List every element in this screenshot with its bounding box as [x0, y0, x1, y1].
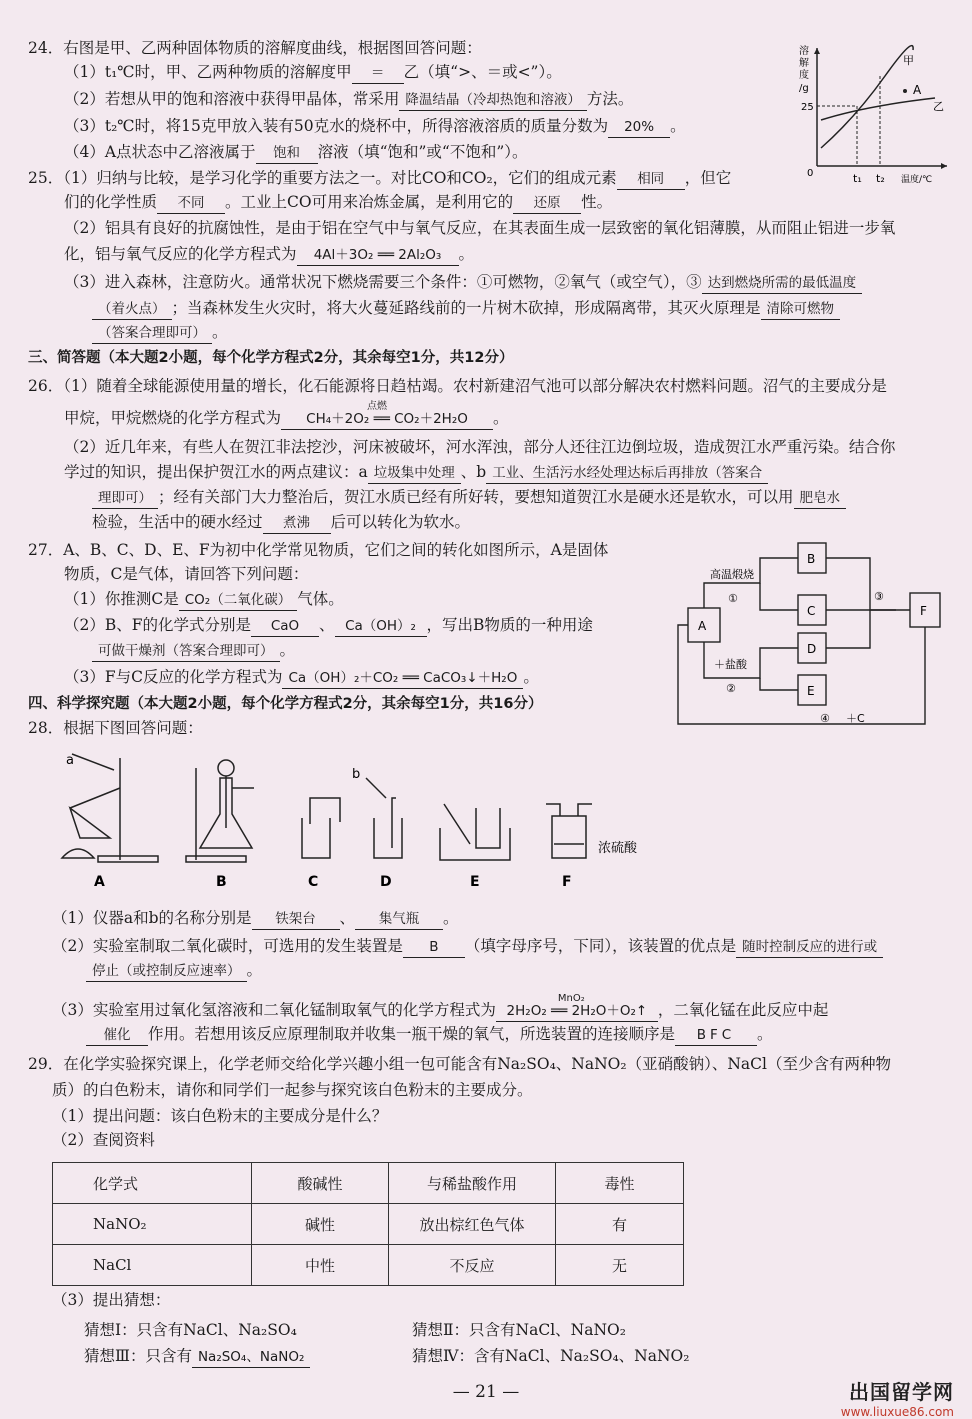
q29-step3: （3）提出猜想： — [52, 1291, 171, 1309]
y-title-3: 度 — [799, 70, 809, 81]
y-title-4: /g — [799, 83, 809, 94]
y-title-1: 溶 — [799, 46, 809, 57]
table-cell: 无 — [556, 1245, 684, 1286]
q26-part1-line2 — [64, 401, 509, 430]
q24-part4 — [64, 142, 528, 164]
q28-stem: 28．根据下图回答问题： — [28, 719, 203, 737]
q26-part2-line4 — [92, 512, 470, 534]
q26-p2-answer-d: 煮沸 — [263, 513, 331, 534]
q26-p2-post: 后可以转化为软水。 — [330, 513, 471, 531]
q26-p2-l4-text: 检验，生活中的硬水经过 — [92, 513, 263, 531]
q24-part3 — [64, 116, 686, 138]
guess-3 — [84, 1346, 310, 1368]
q26-part2-line3 — [92, 487, 846, 509]
q25-p3-answer: 达到燃烧所需的最低温度 — [702, 273, 863, 294]
test-tube-a — [70, 788, 120, 838]
q28-p2-answer2: 随时控制反应的进行或 — [736, 937, 883, 958]
q24-part1 — [64, 62, 562, 84]
node-c-label: C — [807, 604, 816, 618]
pointer-b — [366, 778, 386, 798]
stand-base-a — [98, 856, 158, 862]
q28-part3-line2 — [86, 1024, 773, 1046]
q26-p2-mid2: ；经有关部门大力整治后，贺江水质已经有所好转，要想知道贺江水是硬水还是软水，可以用 — [158, 488, 794, 506]
q26-p1-text: 甲烷，甲烷燃烧的化学方程式为 — [64, 409, 282, 427]
q28-p3-mid: 作用。若想用该反应原理制取并收集一瓶干燥的氧气，所选装置的连接顺序是 — [148, 1025, 676, 1043]
q28-p2-mid: （填字母序号，下同），该装置的优点是 — [464, 937, 737, 955]
q25-p1-l2-text: 们的化学性质 — [64, 193, 158, 211]
x-title: 温度/℃ — [901, 175, 933, 185]
q24-stem: 24．右图是甲、乙两种固体物质的溶解度曲线，根据图回答问题： — [28, 39, 482, 57]
table-header: 与稀盐酸作用 — [389, 1163, 556, 1204]
node-b-label: B — [807, 552, 816, 566]
y-axis-arrow — [814, 48, 820, 54]
q24-p4-post: 溶液（填“饱和”或“不饱和”）。 — [317, 143, 528, 161]
table-header: 毒性 — [556, 1163, 684, 1204]
watermark-url: www.liuxue86.com — [840, 1405, 954, 1419]
q27-p2-text: （2）B、F的化学式分别是 — [64, 616, 252, 634]
section-4-heading: 四、科学探究题（本大题2小题，每个化学方程式2分，其余每空1分，共16分） — [28, 696, 543, 712]
q25-part1-line2 — [64, 192, 612, 214]
q27-part3 — [64, 667, 539, 689]
q28-p3-text: （3）实验室用过氧化氢溶液和二氧化锰制取氧气的化学方程式为 — [52, 1001, 496, 1019]
q28-p1-sep: 、 — [339, 909, 356, 927]
curve-yi-label: 乙 — [933, 100, 944, 113]
q25-p3-mid: ；当森林发生火灾时，将大火蔓延路线前的一片树木砍掉，形成隔离带，其灭火原理是 — [171, 299, 761, 317]
q27-part2-line2 — [92, 640, 295, 662]
q27-stem-line1: 27．A、B、C、D、E、F为初中化学常见物质，它们之间的转化如图所示，A是固体 — [28, 541, 609, 559]
table-header: 酸碱性 — [252, 1163, 389, 1204]
bottle-d — [374, 818, 402, 858]
q24-p3-post: 。 — [670, 117, 686, 135]
label-step-1: ① — [728, 592, 738, 605]
label-step-4: ④ — [820, 712, 830, 725]
x-tick-t2: t₂ — [876, 172, 885, 185]
q29-step1: （1）提出问题：该白色粉末的主要成分是什么？ — [52, 1107, 388, 1125]
q25-p1-l2-mid: 。工业上CO可用来冶炼金属，是利用它的 — [225, 193, 514, 211]
table-cell: 不反应 — [389, 1245, 556, 1286]
origin-label: 0 — [807, 168, 814, 179]
label-app-f: F — [562, 874, 572, 890]
q29-stem-line2: 质）的白色粉末，请你和同学们一起参与探究该白色粉末的主要成分。 — [52, 1081, 533, 1099]
q26-p2-answer-b-cont: 理即可） — [92, 488, 158, 509]
apparatus-figure — [40, 748, 680, 894]
table-row — [53, 1245, 684, 1286]
q27-p3-text: （3）F与C反应的化学方程式为 — [64, 668, 283, 686]
table-cell: NaNO₂ — [53, 1204, 252, 1245]
q25-part1-line1 — [28, 168, 731, 190]
q28-part2-line2 — [86, 960, 262, 982]
q24-p2-post: 方法。 — [586, 90, 634, 108]
label-b-instrument: b — [352, 767, 361, 782]
y-tick-25: 25 — [801, 102, 814, 113]
q25-p1-answer: 相同 — [617, 169, 685, 190]
q27-p1-post: 气体。 — [297, 590, 344, 608]
q26-part2-line1: （2）近几年来，有些人在贺江非法挖沙，河床被破坏，河水浑浊，部分人还往江边倒垃圾，造成贺江水严重污染。结合你 — [64, 438, 896, 456]
table-cell: 碱性 — [252, 1204, 389, 1245]
label-app-d: D — [380, 874, 392, 890]
page-number: — 21 — — [452, 1382, 520, 1402]
q28-p3-answer-role: 催化 — [86, 1025, 148, 1046]
q26-p2-answer-a: 垃圾集中处理 — [368, 463, 461, 484]
q25-part3-line2 — [92, 298, 840, 320]
point-a — [903, 89, 907, 93]
table-cell: 中性 — [252, 1245, 389, 1286]
curve-jia — [821, 46, 913, 148]
label-app-b: B — [216, 874, 227, 890]
q25-p1-answer3: 还原 — [513, 193, 581, 214]
q25-p1-text: 25．（1）归纳与比较，是学习化学的重要方法之一。对比CO和CO₂，它们的组成元素 — [28, 169, 617, 187]
q29-stem-line1: 29．在化学实验探究课上，化学老师交给化学兴趣小组一包可能含有Na₂SO₄、NaNO₂（亚硝酸钠）、NaCl（至少含有两种物 — [28, 1055, 891, 1073]
q25-part3-line1 — [64, 272, 862, 294]
q25-p3-post: 。 — [212, 323, 228, 341]
label-step-2: ② — [726, 682, 736, 695]
q27-p2-answer-f: Ca（OH）₂ — [335, 616, 427, 637]
q27-p2-post: ，写出B物质的一种用途 — [426, 616, 593, 634]
label-a-instrument: a — [66, 753, 74, 768]
q28-part3 — [52, 993, 829, 1022]
q27-p1-answer: CO₂（二氧化碳） — [179, 590, 297, 611]
tube-d — [392, 798, 396, 848]
arrow-a-e — [760, 678, 798, 690]
point-a-label: A — [913, 83, 922, 97]
q24-p1-answer: ＝ — [352, 63, 404, 84]
label-step-3: ③ — [874, 590, 884, 603]
q28-p1-answer-b: 集气瓶 — [355, 909, 443, 930]
lamp-a — [62, 849, 94, 858]
q24-p4-answer: 饱和 — [256, 143, 318, 164]
label-app-c: C — [308, 874, 319, 890]
x-tick-t1: t₁ — [853, 172, 862, 185]
funnel-b — [218, 760, 234, 776]
q28-p1-post: 。 — [443, 909, 459, 927]
q28-p3-answer — [496, 993, 658, 1022]
q28-p1-answer-a: 铁架台 — [252, 909, 340, 930]
tube-e — [444, 804, 470, 844]
arrow-a-b — [704, 558, 798, 608]
q25-p3-text: （3）进入森林，注意防火。通常状况下燃烧需要三个条件：①可燃物，②氧气（或空气），③ — [64, 273, 702, 291]
table-header-row — [53, 1163, 684, 1204]
node-a-label: A — [698, 619, 707, 633]
q25-p1-post: ，但它 — [684, 169, 732, 187]
q25-part2-line1: （2）铝具有良好的抗腐蚀性，是由于铝在空气中与氧气反应，在其表面生成一层致密的氧化铝薄膜，从而阻止铝进一步氧 — [64, 219, 896, 237]
table-cell: 有 — [556, 1204, 684, 1245]
q24-p3-text: （3）t₂℃时，将15克甲放入装有50克水的烧杯中，所得溶液溶质的质量分数为 — [64, 117, 609, 135]
q25-p3-answer2-cont: （答案合理即可） — [92, 323, 212, 344]
node-d-label: D — [807, 642, 817, 656]
table-row — [53, 1204, 684, 1245]
arrow-b-f — [826, 558, 910, 610]
guess-4: 猜想Ⅳ：含有NaCl、Na₂SO₄、NaNO₂ — [412, 1347, 690, 1365]
q28-p3-equation: 2H₂O₂ ══ 2H₂O＋O₂↑ — [506, 1003, 648, 1019]
arrow-d-link — [826, 610, 870, 648]
q27-part1 — [64, 589, 344, 611]
curve-jia-label: 甲 — [903, 54, 914, 67]
q28-p2-text: （2）实验室制取二氧化碳时，可选用的发生装置是 — [52, 937, 403, 955]
table-header: 化学式 — [53, 1163, 252, 1204]
watermark-title: 出国留学网 — [849, 1380, 954, 1404]
solubility-graph — [795, 36, 955, 188]
q28-p2-l2-post: 。 — [246, 961, 263, 979]
q26-p2-answer-b: 工业、生活污水经处理达标后再排放（答案合 — [486, 463, 768, 484]
q27-stem-line2: 物质，C是气体，请回答下列问题： — [64, 565, 309, 583]
x-axis-arrow — [941, 163, 947, 169]
q25-p2-post: 。 — [458, 245, 475, 263]
guess-2: 猜想Ⅱ：只含有NaCl、NaNO₂ — [412, 1321, 626, 1339]
q24-p1-post: 乙（填“>、＝或<”）。 — [403, 63, 562, 81]
q25-p1-answer2: 不同 — [157, 193, 225, 214]
q25-p3-answer-cont: （着火点） — [92, 299, 172, 320]
guess-1: 猜想Ⅰ：只含有NaCl、Na₂SO₄ — [84, 1321, 297, 1339]
q24-p1-text: （1）t₁℃时，甲、乙两种物质的溶解度甲 — [64, 63, 352, 81]
node-e-label: E — [807, 684, 815, 698]
bottle-f — [552, 816, 586, 858]
q29-step2: （2）查阅资料 — [52, 1131, 155, 1149]
q26-part1-line1: 26．（1）随着全球能源使用量的增长，化石能源将日趋枯竭。农村新建沼气池可以部分解决农村燃料问题。沼气的主要成分是 — [28, 377, 887, 395]
q26-part2-line2 — [64, 462, 768, 484]
q24-p3-answer: 20% — [608, 117, 670, 138]
label-acid: ＋盐酸 — [714, 658, 747, 671]
q28-part1 — [52, 908, 459, 930]
y-title-2: 解 — [799, 58, 809, 69]
q27-p2-l2-post: 。 — [279, 641, 296, 659]
label-app-e: E — [470, 874, 480, 890]
q27-p3-post: 。 — [523, 668, 539, 686]
q24-p4-text: （4）A点状态中乙溶液属于 — [64, 143, 256, 161]
q28-p1-text: （1）仪器a和b的名称分别是 — [52, 909, 252, 927]
q26-p1-condition: 点燃 — [367, 401, 388, 412]
q25-p2-text: 化，铝与氧气反应的化学方程式为 — [64, 245, 297, 263]
q25-p3-answer2: 清除可燃物 — [761, 299, 841, 320]
q26-p2-text: 学过的知识，提出保护贺江水的两点建议：a — [64, 463, 368, 481]
label-high-temp: 高温煅烧 — [710, 568, 754, 581]
node-f-label: F — [920, 604, 927, 618]
q28-part2 — [52, 936, 883, 958]
curve-yi — [821, 98, 935, 120]
q27-p2-answer-use: 可做干燥剂（答案合理即可） — [92, 641, 280, 662]
bottle-e — [476, 808, 500, 848]
q25-p2-answer: 4Al＋3O₂ ══ 2Al₂O₃ — [297, 245, 459, 266]
tube-c — [310, 798, 340, 824]
q28-p3-post: ，二氧化锰在此反应中起 — [657, 1001, 829, 1019]
section-3-heading: 三、简答题（本大题2小题，每个化学方程式2分，其余每空1分，共12分） — [28, 350, 514, 366]
conversion-diagram — [670, 538, 950, 734]
label-plus-c: ＋C — [846, 712, 865, 725]
q28-p3-answer-order: BFC — [675, 1025, 757, 1046]
q27-part2 — [64, 615, 593, 637]
q24-p2-answer: 降温结晶（冷却热饱和溶液） — [399, 90, 587, 111]
q28-p2-answer: B — [403, 937, 465, 958]
q28-p3-l2-post: 。 — [757, 1025, 773, 1043]
q27-p1-text: （1）你推测C是 — [64, 590, 179, 608]
q24-part2 — [64, 89, 633, 111]
stand-base-b — [186, 856, 246, 862]
q27-p3-answer: Ca（OH）₂＋CO₂ ══ CaCO₃↓＋H₂O — [282, 668, 523, 689]
q26-p2-answer-c: 肥皂水 — [794, 488, 847, 509]
q25-p1-l2-post: 性。 — [581, 193, 613, 211]
q27-p2-sep: 、 — [319, 616, 335, 634]
q24-p2-text: （2）若想从甲的饱和溶液中获得甲晶体，常采用 — [64, 90, 400, 108]
reference-table — [52, 1162, 684, 1286]
q25-part3-line3 — [92, 322, 228, 344]
guess-3-answer: Na₂SO₄、NaNO₂ — [192, 1347, 310, 1368]
label-conc-acid: 浓硫酸 — [598, 841, 638, 856]
q27-p2-answer-b: CaO — [251, 616, 319, 637]
q28-p3-condition: MnO₂ — [557, 993, 585, 1004]
label-app-a: A — [94, 874, 105, 890]
q26-p2-mid: 、b — [460, 463, 487, 481]
q26-p1-post: 。 — [493, 409, 509, 427]
tubes-f — [546, 804, 592, 816]
q26-p1-equation: CH₄＋2O₂ ══ CO₂＋2H₂O — [306, 411, 468, 427]
table-cell: NaCl — [53, 1245, 252, 1286]
q26-p1-answer — [281, 401, 493, 430]
pointer-a — [72, 754, 114, 770]
q28-p2-answer2-cont: 停止（或控制反应速率） — [86, 961, 247, 982]
arrow-a-c — [760, 583, 798, 610]
watermark — [841, 1376, 954, 1419]
q25-part2-line2 — [64, 244, 474, 266]
guess-3-text: 猜想Ⅲ：只含有 — [84, 1347, 192, 1365]
bottle-c — [302, 818, 330, 858]
table-cell: 放出棕红色气体 — [389, 1204, 556, 1245]
